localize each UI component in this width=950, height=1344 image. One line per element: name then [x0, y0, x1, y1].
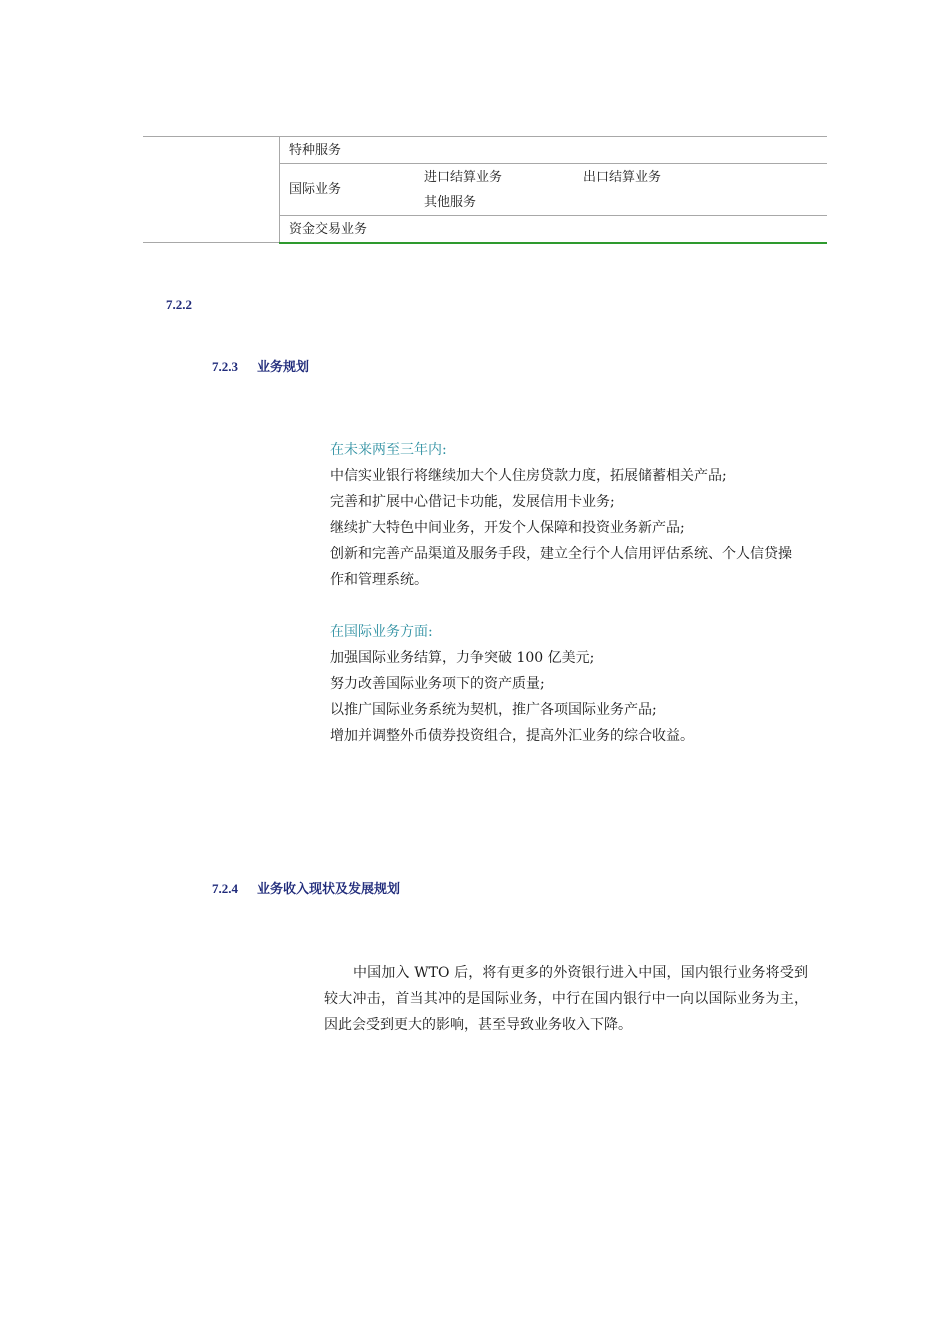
section-heading-7-2-2 [166, 297, 192, 313]
plan-item: 完善和扩展中心借记卡功能，发展信用卡业务; [330, 494, 615, 510]
plan-group-title: 在未来两至三年内: [330, 442, 447, 458]
plan-item: 增加并调整外币债券投资组合，提高外汇业务的综合收益。 [330, 728, 694, 744]
table-cell-item: 出口结算业务 [583, 170, 662, 185]
section-title: 业务收入现状及发展规划 [257, 881, 401, 896]
section-number: 7.2.3 [212, 359, 238, 374]
table-cell-item: 进口结算业务 [424, 170, 503, 185]
plan-item: 作和管理系统。 [330, 572, 428, 588]
table-row-divider [279, 215, 827, 216]
section-number: 7.2.2 [166, 297, 192, 312]
plan-group-title: 在国际业务方面: [330, 624, 433, 640]
section-heading-7-2-3 [212, 356, 309, 375]
table-cell-category: 国际业务 [289, 182, 342, 197]
plan-item: 中信实业银行将继续加大个人住房贷款力度，拓展储蓄相关产品; [330, 468, 727, 484]
plan-item: 以推广国际业务系统为契机，推广各项国际业务产品; [330, 702, 657, 718]
plan-group-near-term [330, 437, 792, 593]
table-row-divider [279, 163, 827, 164]
table-bottom-border [143, 242, 280, 243]
section-number: 7.2.4 [212, 881, 238, 896]
table-cell-category: 特种服务 [289, 143, 342, 158]
body-paragraph: 中国加入 WTO 后，将有更多的外资银行进入中国，国内银行业务将受到较大冲击，首当其冲的是国际业务，中行在国内银行中一向以国际业务为主，因此会受到更大的影响，甚至导致业务收入下降。 [324, 965, 808, 1033]
services-table [143, 136, 827, 244]
plan-item: 加强国际业务结算，力争突破 100 亿美元; [330, 650, 595, 666]
table-column-divider [279, 136, 280, 244]
table-cell-item: 其他服务 [424, 195, 477, 210]
section-heading-7-2-4 [212, 878, 400, 897]
plan-group-international [330, 619, 694, 749]
plan-item: 创新和完善产品渠道及服务手段，建立全行个人信用评估系统、个人信贷操 [330, 546, 792, 562]
table-top-border [143, 136, 827, 137]
table-cell-category: 资金交易业务 [289, 222, 368, 237]
table-bottom-accent [279, 242, 827, 244]
section-title: 业务规划 [257, 359, 310, 374]
plan-item: 努力改善国际业务项下的资产质量; [330, 676, 545, 692]
plan-item: 继续扩大特色中间业务，开发个人保障和投资业务新产品; [330, 520, 685, 536]
